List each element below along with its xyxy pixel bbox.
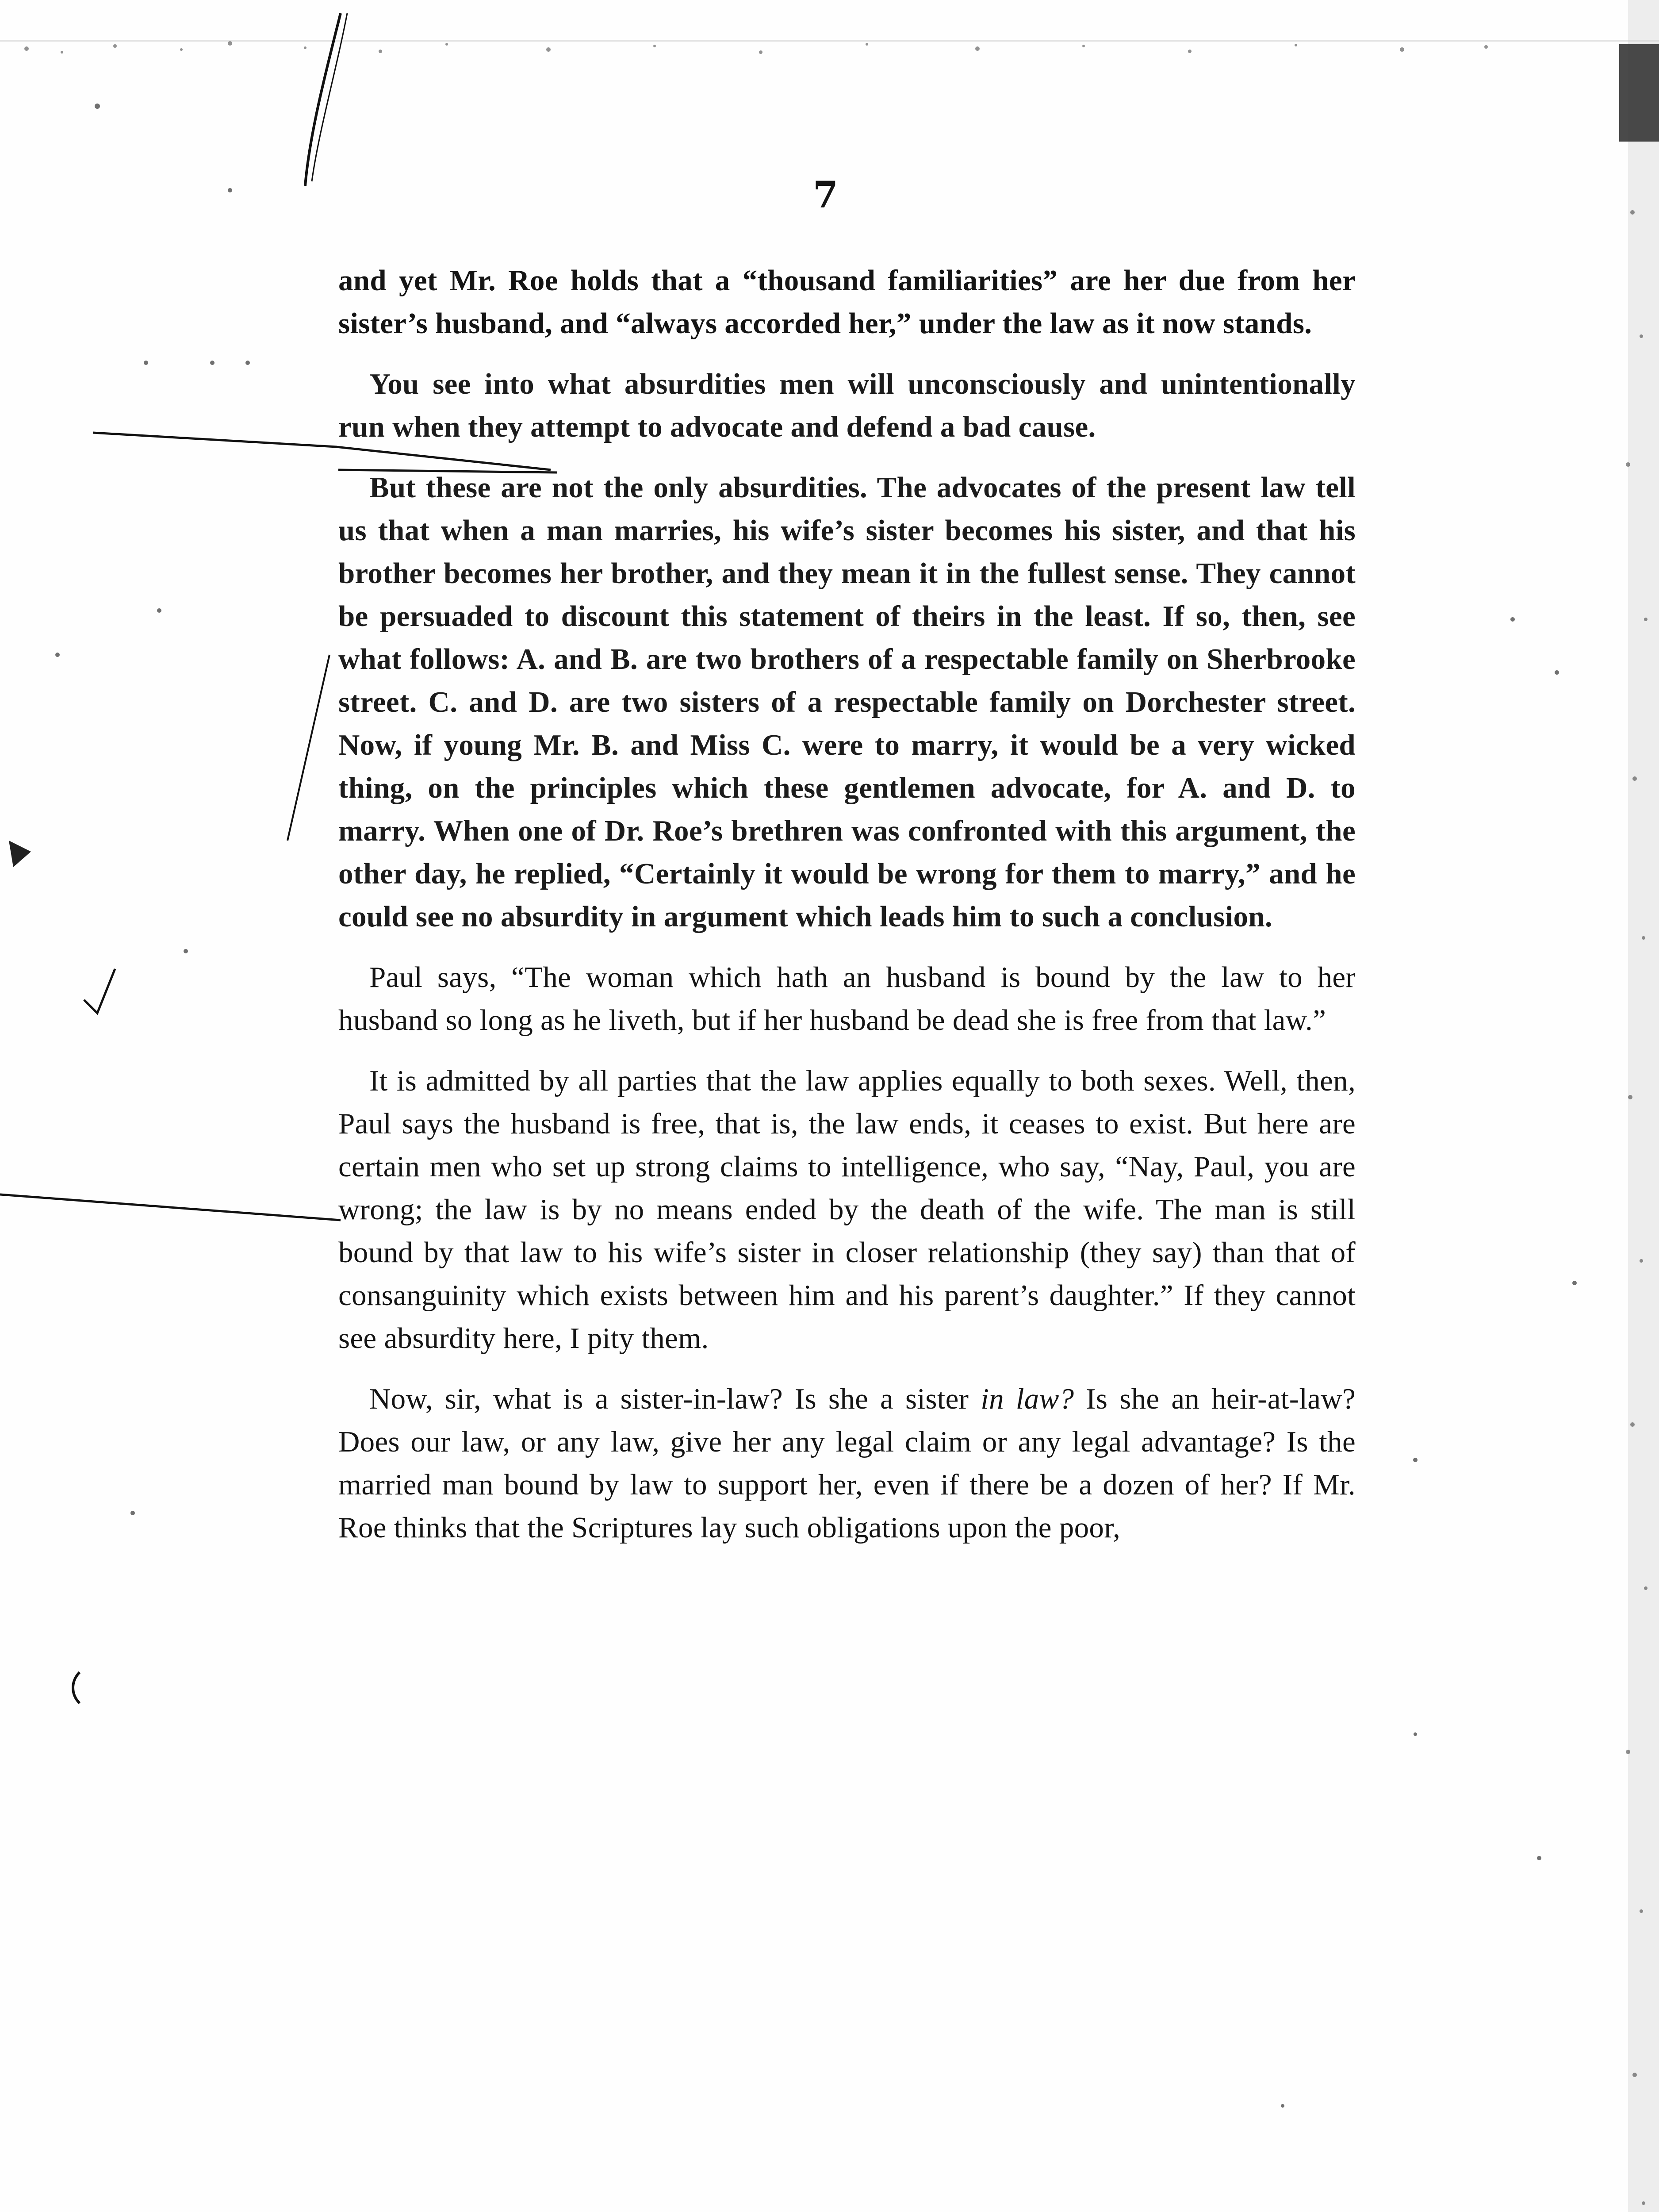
pen-stroke-top-left (305, 13, 341, 186)
paragraph-5: It is admitted by all parties that the law applies equally to both sexes. Well, then, Paul says the husband is free, that is, the law ends, it ceases to exist. But here are certain men who set up strong claims to intelligence, who say, “Nay, Paul, you are wrong; the law is by no means ended by the death of the wife. The man is still bound by that law to his wife’s sister in closer relationship (they say) than that of consanguinity which exists between him and his parent’s daughter.” If they cannot see absurdity here, I pity them. (338, 1064, 1356, 1355)
margin-check-mark (84, 969, 115, 1013)
page-number: 7 (813, 174, 839, 216)
margin-arrow-mark (9, 841, 31, 867)
paragraph-6-text-end: Is she an heir-at-law? Does our law, or any law, give her any legal claim or any legal advantage? Is the married man bound by law to support her, even if there be a dozen of her? If Mr. Roe thinks that the Scriptures lay such obligations upon the poor, (338, 1382, 1356, 1544)
paragraph-2: You see into what absurdities men will unconsciously and unintentionally run when they attempt to advocate and defend a bad cause. (338, 368, 1356, 443)
margin-line-paragraph-4 (0, 1194, 341, 1220)
paragraph-6-text-start: Now, sir, what is a sister-in-law? Is she a sister (369, 1382, 981, 1415)
pen-stroke-top-left-2 (312, 13, 347, 181)
margin-vertical-bracket (287, 655, 330, 841)
paragraph-3: But these are not the only absurdities. The advocates of the present law tell us that when a man marries, his wife’s sister becomes his sister, and that his brother becomes her brother, and they mean it in the fullest sense. They cannot be persuaded to discount this statement of theirs in the least. If so, then, see what follows: A. and B. are two brothers of a respectable family on Sherbrooke street. C. and D. are two sisters of a respectable family on Dorchester street. Now, if young Mr. B. and Miss C. were to marry, it would be a very wicked thing, on the principles which these gentlemen advocate, for A. and D. to marry. When one of Dr. Roe’s brethren was confronted with this argument, the other day, he replied, “Certainly it would be wrong for them to marry,” and he could see no absurdity in argument which leads him to such a conclusion. (338, 471, 1356, 933)
margin-bracket-mark (73, 1672, 80, 1703)
paragraph-6 (338, 1378, 1356, 1549)
paragraph-6-italic: in law? (981, 1382, 1074, 1415)
paragraph-1: and yet Mr. Roe holds that a “thousand familiarities” are her due from her sister’s husband, and “always accorded her,” under the law as it now stands. (338, 264, 1356, 340)
paragraph-4: Paul says, “The woman which hath an husband is bound by the law to her husband so long as he liveth, but if her husband be dead she is free from that law.” (338, 961, 1356, 1037)
body-text (338, 259, 1356, 1549)
